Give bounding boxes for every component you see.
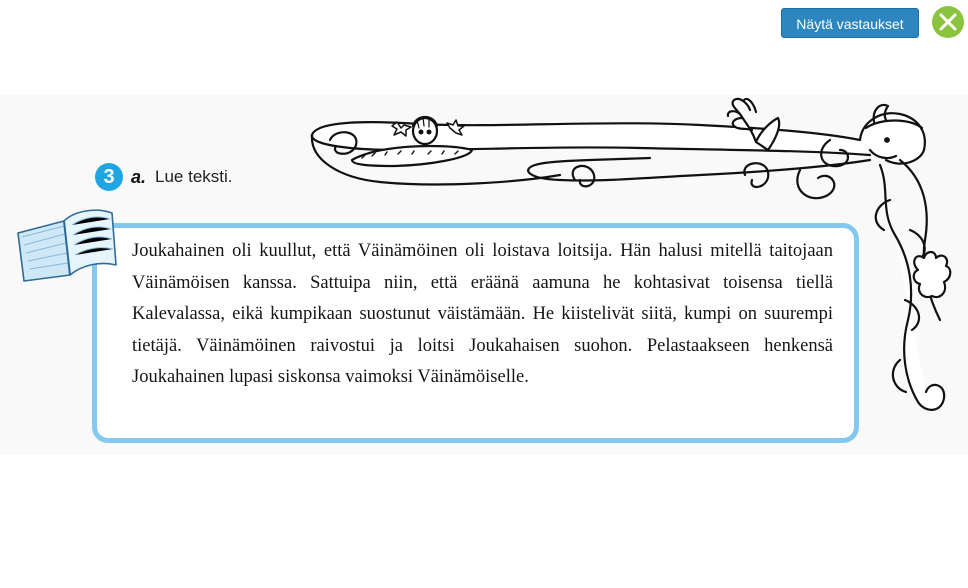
show-answers-button[interactable]: Näytä vastaukset: [781, 8, 919, 38]
open-book-icon: [12, 203, 122, 283]
exercise-heading: [95, 163, 233, 191]
exercise-letter: a.: [131, 166, 147, 187]
reading-passage: Joukahainen oli kuullut, että Väinämöinen oli loistava loitsija. Hän halusi mitellä taitojaan Väinämöisen kanssa. Sattuipa niin, että eräänä aamuna he kohtasivat toisensa tiellä Kalevalassa, eikä kumpikaan suostunut väistämään. He kiistelivät siitä, kumpi on suurempi tietäjä. Väinämöinen raivostui ja loitsi Joukahaisen suohon. Pelastaakseen henkensä Joukahainen lupasi siskonsa vaimoksi Väinämöiselle.: [132, 241, 833, 387]
exercise-instruction: Lue teksti.: [155, 167, 233, 186]
exercise-number-badge: 3: [95, 163, 123, 191]
